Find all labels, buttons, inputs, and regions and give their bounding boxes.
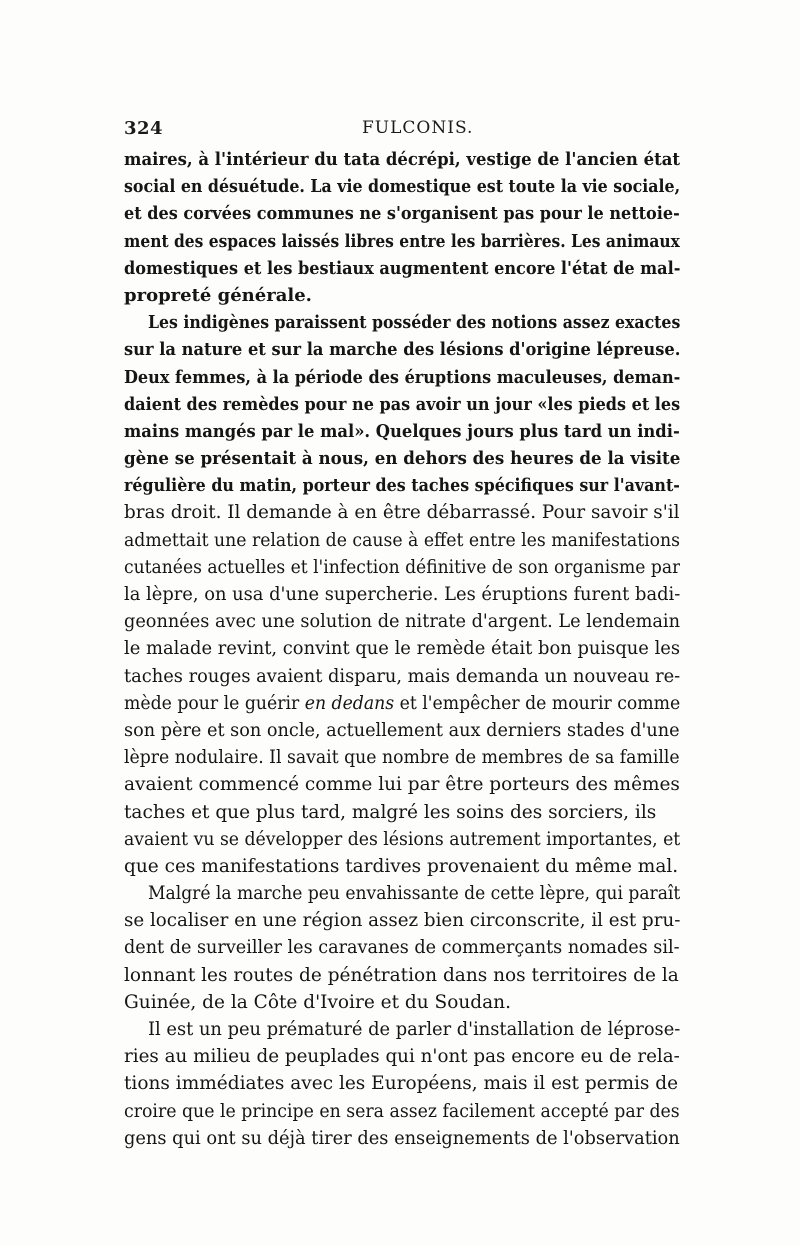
italic-phrase: en dedans (304, 692, 395, 714)
text-line: bras droit. Il demande à en être débarrassé. Pour savoir s'il (124, 502, 680, 524)
text-line: daient des remèdes pour ne pas avoir un jour «les pieds et les (124, 393, 680, 415)
text-line (124, 690, 680, 717)
text-line: mains mangés par le mal». Quelques jours plus tard un indi- (124, 420, 680, 442)
text-line: Guinée, de la Côte d'Ivoire et du Soudan. (124, 991, 511, 1013)
text-line: geonnées avec une solution de nitrate d'argent. Le lendemain (124, 611, 680, 633)
text-line: maires, à l'intérieur du tata décrépi, vestige de l'ancien état (124, 149, 680, 170)
text-line: taches rouges avaient disparu, mais demanda un nouveau re- (124, 665, 680, 687)
text-line: que ces manifestations tardives provenaient du même mal. (124, 855, 679, 877)
text-line: avaient vu se développer des lésions autrement importantes, et (124, 828, 680, 850)
text-line: et des corvées communes ne s'organisent pas pour le nettoie- (124, 203, 680, 225)
text-line: dent de surveiller les caravanes de commerçants nomades sil- (124, 937, 680, 959)
text-line: taches et que plus tard, malgré les soins des sorciers, ils (124, 801, 657, 823)
text-line: gens qui ont su déjà tirer des enseignements de l'observation (124, 1127, 680, 1149)
page-number: 324 (124, 118, 164, 139)
text-line: gène se présentait à nous, en dehors des heures de la visite (124, 448, 680, 470)
text-line: tions immédiates avec les Européens, mais il est permis de (124, 1073, 679, 1095)
text-segment: mède pour le guérir (124, 692, 300, 714)
text-line: Les indigènes paraissent posséder des notions assez exactes (148, 312, 680, 334)
text-line: son père et son oncle, actuellement aux derniers stades d'une (124, 719, 680, 741)
text-line: croire que le principe en sera assez facilement accepté par des (124, 1100, 680, 1122)
text-line: propreté générale. (124, 284, 312, 306)
text-line: se localiser en une région assez bien circonscrite, il est pru- (124, 910, 680, 932)
text-line: admettait une relation de cause à effet entre les manifestations (124, 529, 680, 551)
text-line: Il est un peu prématuré de parler d'installation de léprose- (148, 1019, 680, 1040)
text-line: la lèpre, on usa d'une supercherie. Les éruptions furent badi- (124, 584, 680, 605)
text-line: lonnant les routes de pénétration dans nos territoires de la (124, 964, 679, 986)
text-line: Malgré la marche peu envahissante de cette lèpre, qui paraît (148, 883, 680, 905)
text-line: avaient commencé comme lui par être porteurs des mêmes (124, 774, 680, 796)
text-line: lèpre nodulaire. Il savait que nombre de membres de sa famille (124, 747, 680, 769)
text-line: le malade revint, convint que le remède était bon puisque les (124, 638, 680, 660)
text-line: ries au milieu de peuplades qui n'ont pas encore eu de rela- (124, 1046, 680, 1068)
text-line: cutanées actuelles et l'infection définitive de son organisme par (124, 556, 680, 578)
text-line: régulière du matin, porteur des taches spécifiques sur l'avant- (124, 475, 680, 497)
text-line: sur la nature et sur la marche des lésions d'origine lépreuse. (124, 339, 680, 361)
text-line: Deux femmes, à la période des éruptions maculeuses, deman- (124, 366, 680, 388)
running-head: FULCONIS. (362, 118, 474, 138)
text-line: ment des espaces laissés libres entre les barrières. Les animaux (124, 230, 680, 252)
page-header (124, 118, 680, 140)
body-text (124, 146, 680, 1152)
text-segment: et l'empêcher de mourir comme (399, 692, 680, 714)
text-line: domestiques et les bestiaux augmentent encore l'état de mal- (124, 257, 680, 279)
text-line: social en désuétude. La vie domestique est toute la vie sociale, (124, 176, 680, 198)
